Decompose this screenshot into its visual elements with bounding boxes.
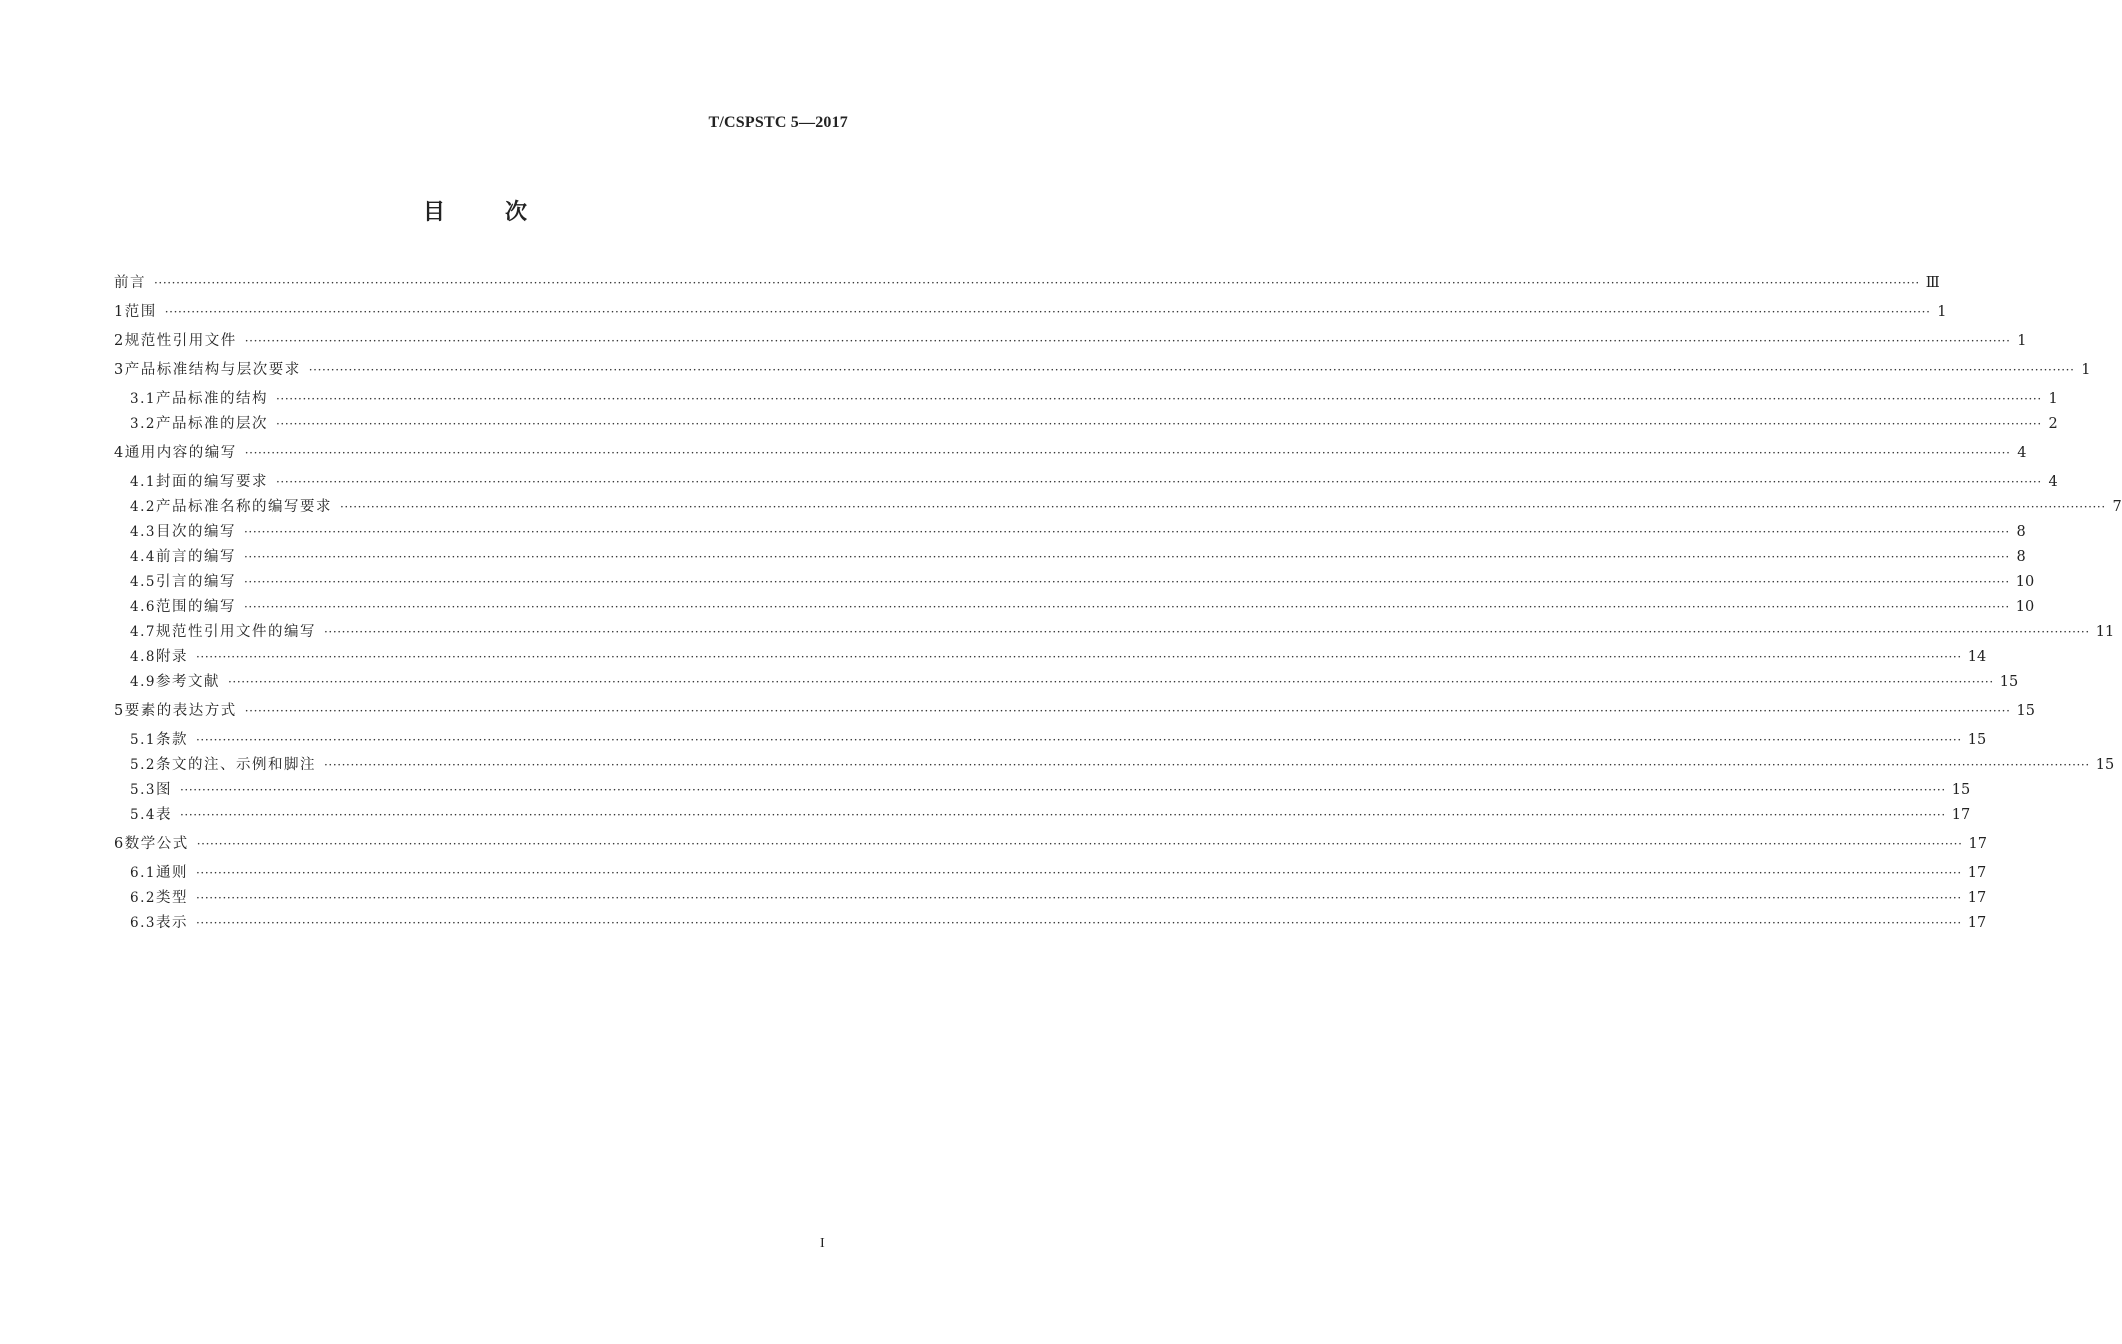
- toc-entry-number: 1: [114, 304, 125, 320]
- toc-entry-number: 4.6: [130, 599, 156, 615]
- toc-entry-page: 8: [2016, 549, 2026, 565]
- toc-entry[interactable]: [130, 521, 2026, 543]
- toc-entry[interactable]: [130, 596, 2035, 618]
- toc-entry-number: 4.7: [130, 624, 156, 640]
- toc-entry-number: 6.1: [130, 865, 156, 881]
- dot-leader: ················································································································································································································································································································································································································: [195, 916, 1962, 930]
- toc-entry-number: 4.1: [130, 474, 156, 490]
- toc-entry-title: 类型: [155, 890, 188, 906]
- toc-entry-title: 图: [155, 782, 172, 798]
- toc-entry-number: 5.1: [130, 732, 156, 748]
- dot-leader: ················································································································································································································································································································································································································: [244, 446, 2011, 460]
- toc-entry[interactable]: [130, 546, 2026, 568]
- toc-entry-title: 附录: [155, 649, 188, 665]
- toc-entry-number: 6.3: [130, 915, 156, 931]
- toc-entry-title: 产品标准的层次: [155, 416, 268, 432]
- toc-entry-number: 4: [114, 445, 125, 461]
- toc-entry-number: 6.2: [130, 890, 156, 906]
- toc-entry[interactable]: [130, 646, 1987, 668]
- dot-leader: ················································································································································································································································································································································································································: [244, 334, 2011, 348]
- dot-leader: ················································································································································································································································································································································································································: [275, 475, 2042, 489]
- toc-entry-page: 15: [1951, 782, 1971, 798]
- toc-entry-page: 4: [2017, 445, 2027, 461]
- toc-entry-page: 7: [2112, 499, 2122, 515]
- toc-heading-char: 次: [505, 200, 528, 225]
- toc-entry-title: 范围的编写: [155, 599, 236, 615]
- toc-entry-page: 17: [1968, 836, 1987, 852]
- toc-entry-page: 17: [1967, 865, 1987, 881]
- toc-entry-page: 1: [2081, 362, 2091, 378]
- dot-leader: ················································································································································································································································································································································································································: [195, 650, 1962, 664]
- toc-entry[interactable]: [114, 301, 1947, 323]
- toc-entry-title: 产品标准结构与层次要求: [124, 362, 301, 378]
- toc-entry-page: Ⅲ: [1925, 275, 1940, 291]
- toc-entry[interactable]: [130, 671, 2019, 693]
- toc-entry-page: 15: [1999, 674, 2019, 690]
- toc-entry-number: 4.9: [130, 674, 156, 690]
- dot-leader: ················································································································································································································································································································································································································: [275, 392, 2042, 406]
- toc-entry-number: 5: [114, 703, 125, 719]
- dot-leader: ················································································································································································································································································································································································································: [179, 808, 1946, 822]
- toc-entry[interactable]: [114, 442, 2027, 464]
- dot-leader: ················································································································································································································································································································································································································: [339, 500, 2106, 514]
- toc-entry-title: 产品标准的结构: [155, 391, 268, 407]
- toc-entry-number: 5.4: [130, 807, 156, 823]
- toc-entry[interactable]: [114, 359, 2091, 381]
- toc-entry-number: 4.2: [130, 499, 156, 515]
- toc-entry-page: 10: [2015, 574, 2035, 590]
- toc-entry-page: 17: [1967, 890, 1987, 906]
- toc-heading-char: 目: [422, 200, 445, 225]
- toc-entry[interactable]: [114, 700, 2035, 722]
- dot-leader: ················································································································································································································································································································································································································: [179, 783, 1946, 797]
- toc-entry[interactable]: [130, 779, 1971, 801]
- dot-leader: ················································································································································································································································································································································································································: [323, 758, 2090, 772]
- toc-entry-page: 14: [1967, 649, 1987, 665]
- toc-entry-page: 4: [2048, 474, 2058, 490]
- toc-entry-page: 17: [1967, 915, 1987, 931]
- toc-entry[interactable]: [130, 471, 2058, 493]
- toc-entry-title: 条款: [155, 732, 188, 748]
- toc-entry-page: 15: [1967, 732, 1987, 748]
- dot-leader: ················································································································································································································································································································································································································: [243, 525, 2010, 539]
- toc-entry-title: 范围: [124, 304, 157, 320]
- toc-entry-title: 要素的表达方式: [124, 703, 237, 719]
- toc-entry-number: 4.5: [130, 574, 156, 590]
- page-number: I: [820, 1236, 825, 1251]
- toc-entry-page: 1: [2048, 391, 2058, 407]
- toc-entry-title: 前言: [114, 275, 146, 291]
- toc-entry-title: 目次的编写: [155, 524, 236, 540]
- toc-entry-title: 表: [155, 807, 172, 823]
- dot-leader: ················································································································································································································································································································································································································: [323, 625, 2090, 639]
- toc-entry[interactable]: [130, 413, 2058, 435]
- toc-entry[interactable]: [114, 833, 1987, 855]
- dot-leader: ················································································································································································································································································································································································································: [195, 891, 1962, 905]
- toc-entry[interactable]: [130, 754, 2115, 776]
- toc-entry-number: 5.2: [130, 757, 156, 773]
- toc-entry-page: 8: [2016, 524, 2026, 540]
- toc-entry-title: 表示: [155, 915, 188, 931]
- toc-entry[interactable]: [130, 912, 1987, 934]
- toc-entry-page: 11: [2095, 624, 2115, 640]
- toc-entry[interactable]: [130, 887, 1987, 909]
- toc-entry[interactable]: [130, 729, 1987, 751]
- toc-entry[interactable]: [114, 272, 1940, 294]
- dot-leader: ················································································································································································································································································································································································································: [244, 704, 2011, 718]
- toc-entry[interactable]: [130, 496, 2122, 518]
- toc-entry[interactable]: [130, 621, 2115, 643]
- toc-entry-number: 2: [114, 333, 125, 349]
- toc-entry-number: 3.2: [130, 416, 156, 432]
- toc-entry-title: 规范性引用文件: [124, 333, 237, 349]
- toc-entry-title: 通用内容的编写: [124, 445, 237, 461]
- toc-entry-number: 3.1: [130, 391, 156, 407]
- toc-entry-title: 通则: [155, 865, 188, 881]
- toc-heading: [0, 195, 950, 226]
- toc-entry-title: 引言的编写: [155, 574, 236, 590]
- toc-entry-title: 规范性引用文件的编写: [155, 624, 316, 640]
- toc-entry-title: 数学公式: [124, 836, 189, 852]
- dot-leader: ················································································································································································································································································································································································································: [275, 417, 2042, 431]
- dot-leader: ················································································································································································································································································································································································································: [227, 675, 1994, 689]
- toc-entry-number: 4.4: [130, 549, 156, 565]
- dot-leader: ················································································································································································································································································································································································································: [195, 866, 1962, 880]
- toc-entry[interactable]: [130, 862, 1987, 884]
- dot-leader: ················································································································································································································································································································································································································: [243, 575, 2010, 589]
- toc-entry-number: 3: [114, 362, 125, 378]
- dot-leader: ················································································································································································································································································································································································································: [164, 305, 1931, 319]
- toc-entry-page: 1: [1937, 304, 1947, 320]
- toc-entry-title: 参考文献: [155, 674, 220, 690]
- toc-entry[interactable]: [130, 388, 2058, 410]
- toc-entry-page: 15: [2095, 757, 2115, 773]
- dot-leader: ················································································································································································································································································································································································································: [196, 837, 1963, 851]
- toc-entry-number: 6: [114, 836, 125, 852]
- toc-entry-page: 17: [1951, 807, 1971, 823]
- standard-code: T/CSPSTC 5—2017: [708, 114, 848, 131]
- dot-leader: ················································································································································································································································································································································································································: [243, 600, 2010, 614]
- toc-entry-title: 产品标准名称的编写要求: [155, 499, 332, 515]
- dot-leader: ················································································································································································································································································································································································································: [308, 363, 2075, 377]
- toc-entry[interactable]: [114, 330, 2027, 352]
- toc-entry-page: 10: [2015, 599, 2035, 615]
- toc-entry-title: 前言的编写: [155, 549, 236, 565]
- toc-entry-number: 4.3: [130, 524, 156, 540]
- toc-entry[interactable]: [130, 804, 1971, 826]
- toc-entry-page: 2: [2048, 416, 2058, 432]
- toc-entry-page: 1: [2017, 333, 2027, 349]
- toc-entry-number: 4.8: [130, 649, 156, 665]
- toc-entry-title: 条文的注、示例和脚注: [155, 757, 316, 773]
- dot-leader: ················································································································································································································································································································································································································: [243, 550, 2010, 564]
- toc-entry[interactable]: [130, 571, 2035, 593]
- toc-entry-page: 15: [2016, 703, 2035, 719]
- toc-entry-title: 封面的编写要求: [155, 474, 268, 490]
- toc-entry-number: 5.3: [130, 782, 156, 798]
- dot-leader: ················································································································································································································································································································································································································: [154, 276, 1920, 290]
- dot-leader: ················································································································································································································································································································································································································: [195, 733, 1962, 747]
